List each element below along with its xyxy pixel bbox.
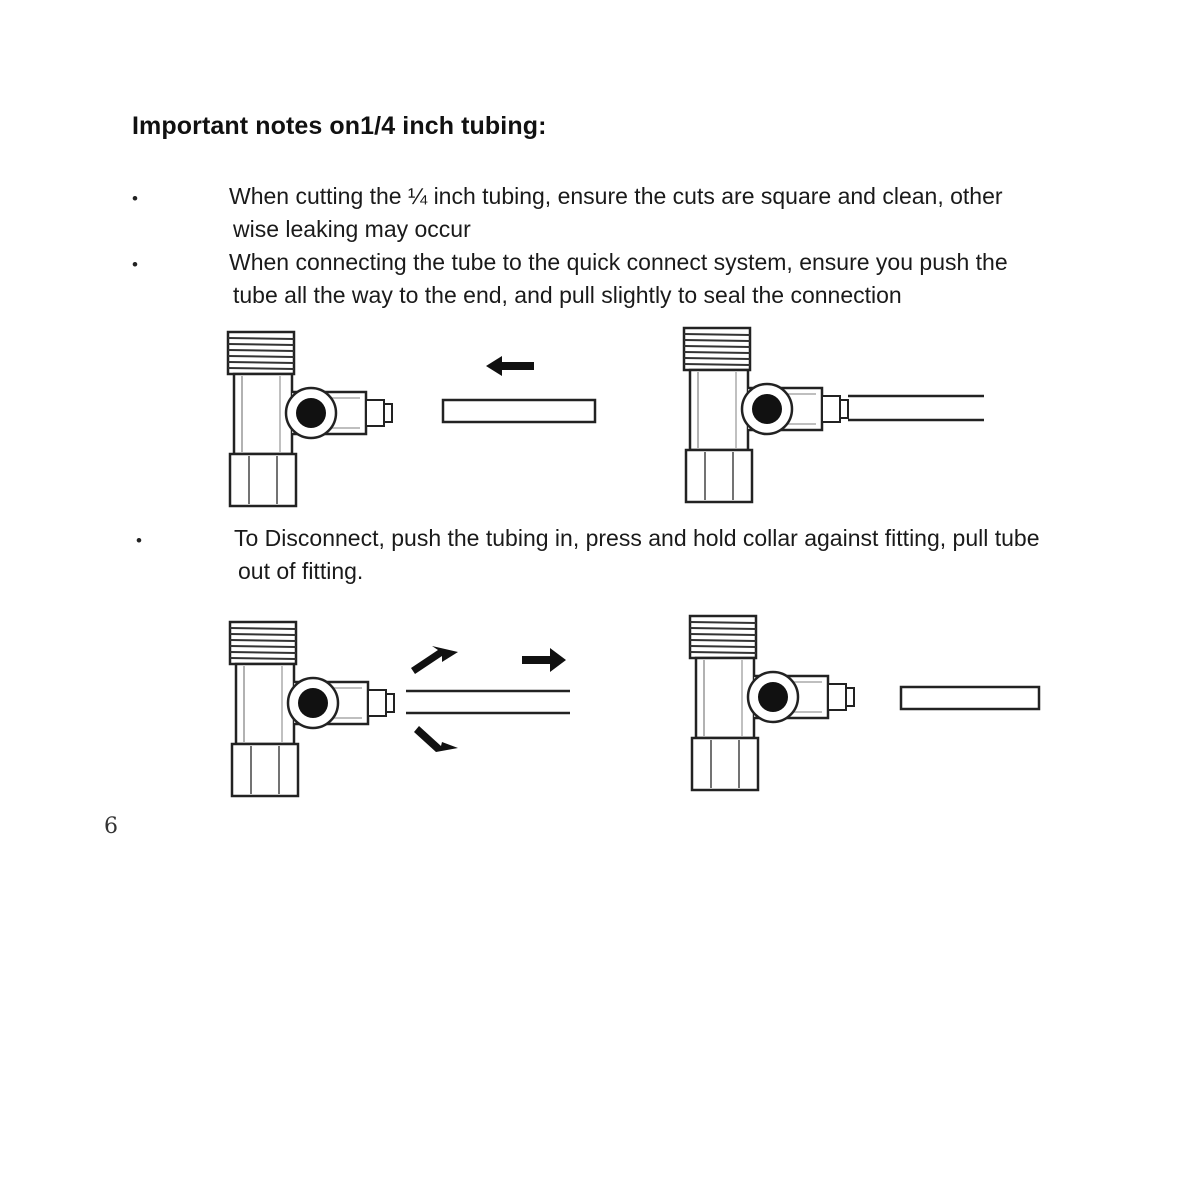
tee-fitting-disconnected-icon bbox=[690, 616, 854, 790]
tube-icon bbox=[406, 691, 570, 713]
inserted-tube-icon bbox=[848, 396, 984, 420]
disconnect-diagram bbox=[210, 612, 1050, 802]
connect-diagram bbox=[210, 326, 1010, 510]
note-line: wise leaking may occur bbox=[233, 216, 471, 242]
bullet-marker: • bbox=[136, 531, 142, 550]
arrow-right-icon bbox=[522, 648, 566, 672]
tee-fitting-connected-icon bbox=[684, 328, 848, 502]
tee-fitting-icon bbox=[230, 622, 394, 796]
note-line: tube all the way to the end, and pull slightly to seal the connection bbox=[233, 282, 902, 308]
press-arrow-icon bbox=[411, 646, 458, 674]
note-connecting-tube bbox=[229, 246, 1008, 312]
note-line: out of fitting. bbox=[238, 558, 364, 584]
note-line: To Disconnect, push the tubing in, press and hold collar against fitting, pull tube bbox=[234, 525, 1040, 551]
note-disconnect bbox=[234, 522, 1040, 588]
note-line: When cutting the ¼ inch tubing, ensure the cuts are square and clean, other bbox=[229, 183, 1003, 209]
page-title: Important notes on1/4 inch tubing: bbox=[132, 112, 547, 140]
tee-fitting-icon bbox=[228, 332, 392, 506]
bullet-marker: • bbox=[132, 189, 138, 208]
note-line: When connecting the tube to the quick connect system, ensure you push the bbox=[229, 249, 1008, 275]
tube-icon bbox=[443, 400, 595, 422]
tube-icon bbox=[901, 687, 1039, 709]
press-arrow-icon bbox=[414, 726, 458, 752]
note-cutting-tubing bbox=[229, 180, 1003, 246]
page-number: 6 bbox=[104, 814, 118, 839]
bullet-marker: • bbox=[132, 255, 138, 274]
arrow-left-icon bbox=[486, 356, 534, 376]
